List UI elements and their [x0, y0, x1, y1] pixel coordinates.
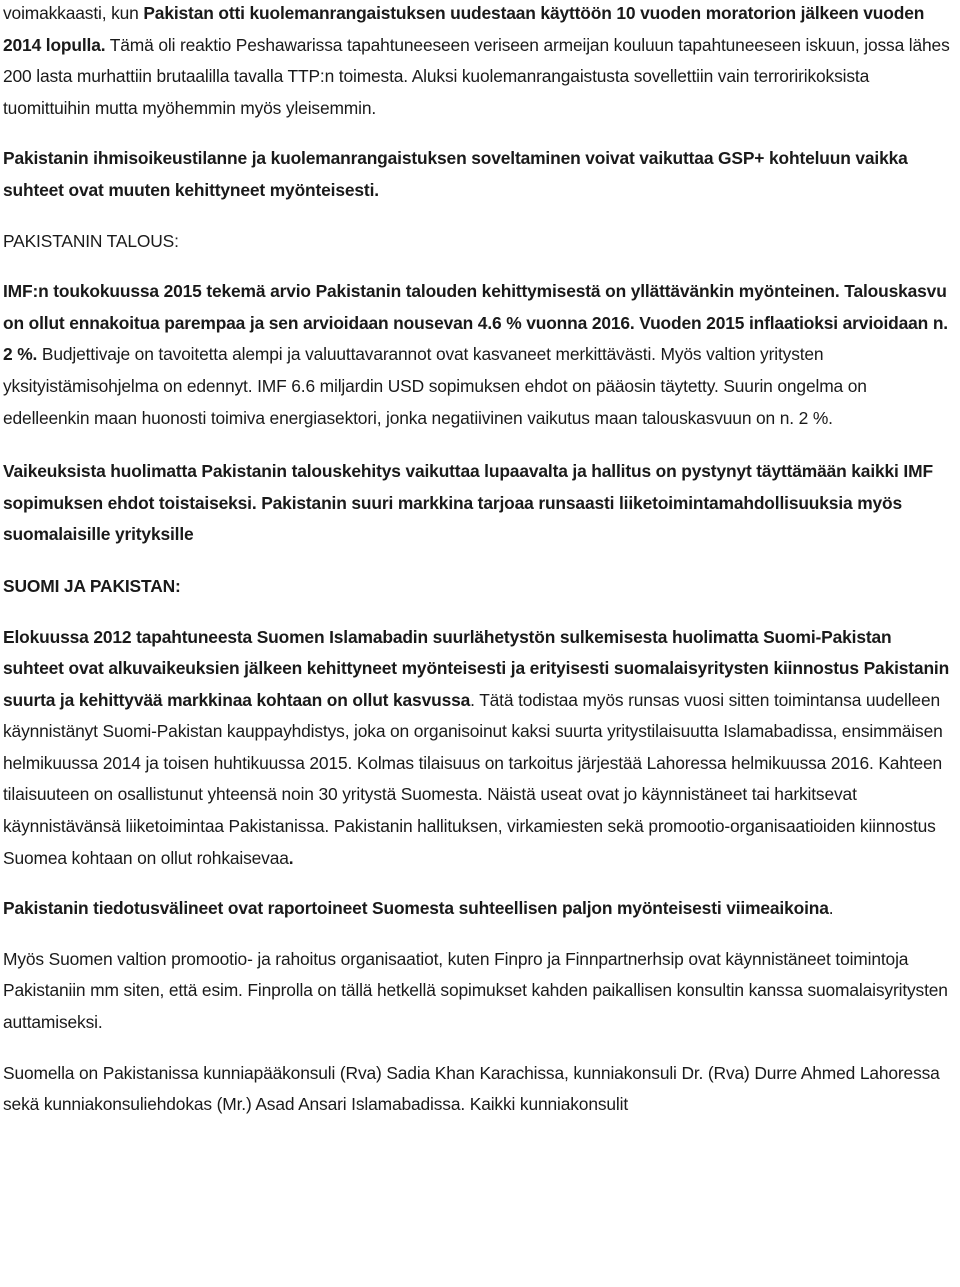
paragraph-text: voimakkaasti, kun [3, 3, 144, 23]
paragraph-promotion-orgs: Myös Suomen valtion promootio- ja rahoitus organisaatiot, kuten Finpro ja Finnpartnerhsip ovat käynnistäneet toimintoja Pakistaniin mm siten, että esim. Finprolla on tällä hetkellä sopimukset kahden paikallisen konsultin kanssa suomalaisyritysten auttamiseksi. [3, 948, 948, 1033]
paragraph-outlook: Vaikeuksista huolimatta Pakistanin talouskehitys vaikuttaa lupaavalta ja hallitus on pystynyt täyttämään kaikki IMF sopimuksen ehdot toistaiseksi. Pakistanin suuri markkina tarjoaa runsaasti liiketoimintamahdollisuuksia myös suomalaisille yrityksille [3, 461, 933, 545]
paragraph-text-bold: Pakistanin tiedotusvälineet ovat raportoineet Suomesta suhteellisen paljon myönteisesti viimeaikoina [3, 898, 829, 919]
paragraph-text: . [828, 898, 834, 919]
section-heading-economy: PAKISTANIN TALOUS: [3, 230, 179, 251]
paragraph-imf-assessment [3, 276, 955, 434]
document-page [3, 0, 955, 1121]
paragraph-text-bold: . [288, 847, 294, 868]
section-heading-finland-pakistan: SUOMI JA PAKISTAN: [3, 575, 181, 596]
paragraph-human-rights: Pakistanin ihmisoikeustilanne ja kuolemanrangaistuksen soveltaminen voivat vaikuttaa GSP+ kohteluun vaikka suhteet ovat muuten kehittyneet myönteisesti. [3, 148, 908, 200]
paragraph-text: Tämä oli reaktio Peshawarissa tapahtuneeseen veriseen armeijan kouluun tapahtuneeseen iskuun, jossa lähes 200 lasta murhattiin brutaalilla tavalla TTP:n toimesta. Aluksi kuolemanrangaistusta sovellettiin vain terroririkoksista tuomittuihin mutta myöhemmin myös yleisemmin. [3, 34, 950, 118]
paragraph-text-bold: Elokuussa 2012 tapahtuneesta Suomen Islamabadin suurlähetystön sulkemisesta huolimatta Suomi-Pakistan suhteet ovat alkuvaikeuksien jälkeen kehittyneet myönteisesti ja erityisesti suomalaisyritysten kiinnostus Pakistanin suurta ja kehittyvää markkinaa kohtaan on ollut kasvussa [3, 626, 950, 710]
paragraph-text-bold: IMF:n toukokuussa 2015 tekemä arvio Pakistanin talouden kehittymisestä on yllättävänkin myönteinen. Talouskasvu on ollut ennakoitua parempaa ja sen arvioidaan nousevan 4.6 % vuonna 2016. Vuoden 2015 inflaatioksi arvioidaan n. 2 %. [3, 281, 948, 365]
paragraph-honorary-consuls: Suomella on Pakistanissa kunniapääkonsuli (Rva) Sadia Khan Karachissa, kunniakonsuli Dr. (Rva) Durre Ahmed Lahoressa sekä kunniakonsuliehdokas (Mr.) Asad Ansari Islamabadissa. Kaikki kunniakonsulit [3, 1062, 940, 1115]
paragraph-text-bold: Pakistan otti kuolemanrangaistuksen uudestaan käyttöön 10 vuoden moratorion jälkeen vuoden 2014 lopulla. [3, 3, 925, 55]
paragraph-text: Budjettivaje on tavoitetta alempi ja valuuttavarannot ovat kasvaneet merkittävästi. Myös valtion yritysten yksityistämisohjelma on edennyt. IMF 6.6 miljardin USD sopimuksen ehdot on pääosin täytetty. Suurin ongelma on edelleenkin maan huonosti toimiva energiasektori, jonka negatiivinen vaikutus maan talouskasvuun on n. 2 %. [3, 344, 867, 428]
paragraph-media [3, 893, 955, 925]
paragraph-text: . Tätä todistaa myös runsas vuosi sitten toimintansa uudelleen käynnistänyt Suomi-Pakistan kauppayhdistys, joka on organisoinut kaksi suurta yritystilaisuutta Islamabadissa, ensimmäisen helmikuussa 2014 ja toisen huhtikuussa 2015. Kolmas tilaisuus on tarkoitus järjestää Lahoressa helmikuussa 2016. Kahteen tilaisuuteen on osallistunut yhteensä noin 30 yritystä Suomesta. Näistä useat ovat jo käynnistäneet tai harkitsevat käynnistävänsä liiketoimintaa Pakistanissa. Pakistanin hallituksen, virkamiesten sekä promootio-organisaatioiden kiinnostus Suomea kohtaan on ollut rohkaisevaa [3, 689, 943, 868]
paragraph-death-penalty [3, 0, 955, 124]
paragraph-relations [3, 622, 955, 875]
